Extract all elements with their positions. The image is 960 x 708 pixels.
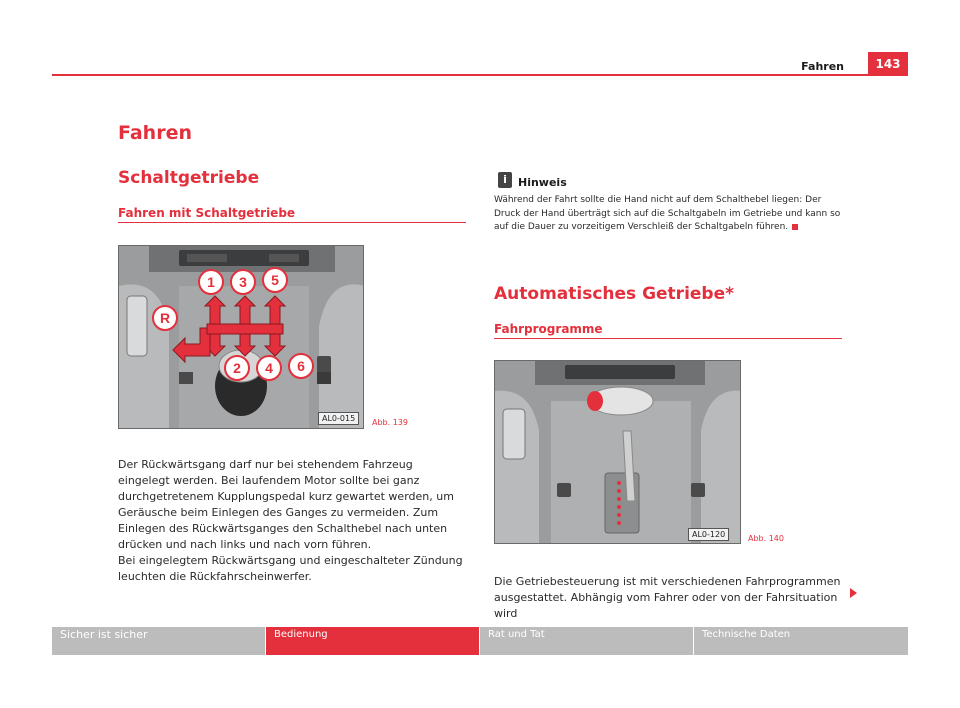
subsection-rule-auto: [494, 338, 842, 339]
note-info-icon: i: [498, 172, 512, 188]
section-title-schaltgetriebe: Schaltgetriebe: [118, 168, 260, 188]
footer-tab-rat-und-tat[interactable]: Rat und Tat: [480, 627, 693, 655]
paragraph-reverse-gear: Der Rückwärtsgang darf nur bei stehendem Fahrzeug eingelegt werden. Bei laufendem Motor sollte bei ganz durchgetretenem Kupplungspedal kurz gewartet werden, um Geräusche beim Einlegen des Ganges zu vermeiden. Zum Einlegen des Rückwärtsganges den Schalthebel nach unten drücken und nach links und nach vorn führen.: [118, 458, 454, 551]
note-text: [494, 194, 844, 235]
subsection-title-schaltgetriebe: Fahren mit Schaltgetriebe: [118, 206, 296, 220]
subsection-rule: [118, 222, 466, 223]
note-title: Hinweis: [518, 176, 567, 189]
paragraph-reverse-lights: Bei eingelegtem Rückwärtsgang und eingeschalteter Zündung leuchten die Rückfahrscheinwerfer.: [118, 554, 463, 583]
figure-code-2: AL0-120: [688, 528, 729, 541]
gear-label-r: R: [159, 310, 171, 326]
end-mark-icon: [792, 224, 798, 230]
figure-caption-1: Abb. 139: [372, 418, 408, 427]
gear-label-1: 1: [207, 274, 215, 290]
page-title: Fahren: [118, 122, 192, 144]
header-title: Fahren: [801, 60, 844, 73]
gear-label-5: 5: [271, 272, 279, 288]
page-number: 143: [868, 52, 908, 76]
gear-label-2: 2: [233, 360, 241, 376]
subsection-title-fahrprogramme: Fahrprogramme: [494, 322, 603, 336]
figure-code-1: AL0-015: [318, 412, 359, 425]
figure-caption-2: Abb. 140: [748, 534, 784, 543]
automatic-selector-illustration: [495, 361, 741, 544]
gear-label-3: 3: [239, 274, 247, 290]
gear-label-4: 4: [265, 360, 273, 376]
gear-label-6: 6: [297, 358, 305, 374]
note-text-content: Während der Fahrt sollte die Hand nicht auf dem Schalthebel liegen: Der Druck der Hand überträgt sich auf die Schaltgabeln im Getriebe und kann so auf die Dauer zu vorzeitigem Verschleiß der Schaltgabeln führen.: [494, 195, 841, 232]
manual-gearshift-illustration: [119, 246, 364, 429]
figure-manual-gearshift: [118, 245, 364, 429]
header-rule: [52, 74, 908, 76]
paragraph-fahrprogramme: Die Getriebesteuerung ist mit verschiedenen Fahrprogrammen ausgestattet. Abhängig vom Fahrer oder von der Fahrsituation wird: [494, 575, 841, 620]
footer-tab-technische-daten[interactable]: Technische Daten: [694, 627, 908, 655]
continue-arrow-icon: [850, 588, 857, 598]
footer-tab-bedienung[interactable]: Bedienung: [266, 627, 479, 655]
footer-tab-sicher[interactable]: Sicher ist sicher: [52, 627, 265, 655]
section-title-automatic: Automatisches Getriebe*: [494, 284, 735, 304]
figure-automatic-selector: [494, 360, 741, 544]
